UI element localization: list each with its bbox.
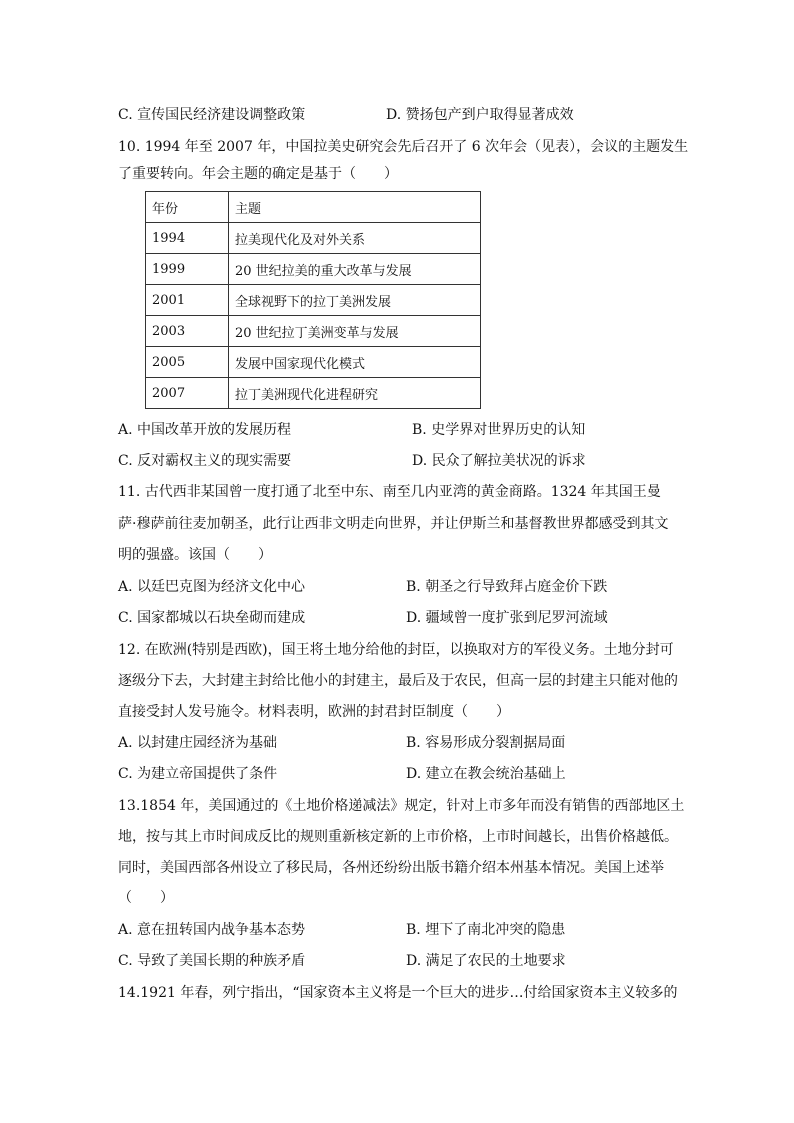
q9-option-c[interactable]: C. 宣传国民经济建设调整政策 <box>118 107 306 123</box>
q11-options-row-2 <box>118 608 678 628</box>
q12-option-c[interactable]: C. 为建立帝国提供了条件 <box>118 766 278 782</box>
table-header-row <box>146 192 481 223</box>
q11-stem-line-3: 明的强盛。该国（ ） <box>118 547 272 563</box>
q9-option-d[interactable]: D. 赞扬包产到户取得显著成效 <box>386 107 574 123</box>
q10-options-row-2 <box>118 451 678 471</box>
q10-stem-line-2: 了重要转向。年会主题的确定是基于（ ） <box>118 166 398 182</box>
q11-stem-line-2: 萨·穆萨前往麦加朝圣，此行让西非文明走向世界，并让伊斯兰和基督教世界都感受到其文 <box>118 516 669 532</box>
table-cell-year: 2005 <box>146 347 229 378</box>
q13-stem-line-3: 同时，美国西部各州设立了移民局，各州还纷纷出版书籍介绍本州基本情况。美国上述举 <box>118 860 664 876</box>
table-cell-theme: 20 世纪拉丁美洲变革与发展 <box>229 316 481 347</box>
q13-option-c[interactable]: C. 导致了美国长期的种族矛盾 <box>118 953 306 969</box>
q11-option-d[interactable]: D. 疆域曾一度扩张到尼罗河流域 <box>406 610 608 626</box>
table-cell-theme: 拉美现代化及对外关系 <box>229 223 481 254</box>
q10-option-d[interactable]: D. 民众了解拉美状况的诉求 <box>412 453 586 469</box>
q13-stem-line-1: 13.1854 年，美国通过的《土地价格递减法》规定，针对上市多年而没有销售的西部地区土 <box>118 798 685 814</box>
table-row <box>146 347 481 378</box>
q12-options-row-1 <box>118 733 678 753</box>
q13-stem-line-2: 地，按与其上市时间成反比的规则重新核定新的上市价格，上市时间越长，出售价格越低。 <box>118 829 678 845</box>
table-row <box>146 316 481 347</box>
table-row <box>146 378 481 409</box>
q10-option-c[interactable]: C. 反对霸权主义的现实需要 <box>118 453 292 469</box>
q13-option-d[interactable]: D. 满足了农民的土地要求 <box>406 953 566 969</box>
q11-option-c[interactable]: C. 国家都城以石块垒砌而建成 <box>118 610 306 626</box>
q10-stem-line-1: 10. 1994 年至 2007 年，中国拉美史研究会先后召开了 6 次年会（见表），会议的主题发生 <box>118 139 689 155</box>
q13-stem-line-4: （ ） <box>118 890 174 906</box>
q12-option-d[interactable]: D. 建立在教会统治基础上 <box>406 766 566 782</box>
q10-options-row-1 <box>118 420 678 440</box>
q12-stem-line-2: 逐级分下去，大封建主封给比他小的封建主，最后及于农民，但高一层的封建主只能对他的 <box>118 673 678 689</box>
table-cell-year: 2007 <box>146 378 229 409</box>
q12-stem-line-3: 直接受封人发号施令。材料表明，欧洲的封君封臣制度（ ） <box>118 704 510 720</box>
q10-table <box>145 191 481 409</box>
table-cell-theme: 发展中国家现代化模式 <box>229 347 481 378</box>
q11-option-a[interactable]: A. 以廷巴克图为经济文化中心 <box>118 579 306 595</box>
table-cell-year: 1994 <box>146 223 229 254</box>
q13-options-row-2 <box>118 951 678 971</box>
q12-options-row-2 <box>118 764 678 784</box>
table-cell-year: 1999 <box>146 254 229 285</box>
q12-stem-line-1: 12. 在欧洲(特别是西欧)，国王将土地分给他的封臣，以换取对方的军役义务。土地分封可 <box>118 642 674 658</box>
table-row <box>146 254 481 285</box>
q13-option-a[interactable]: A. 意在扭转国内战争基本态势 <box>118 922 306 938</box>
q10-option-a[interactable]: A. 中国改革开放的发展历程 <box>118 422 292 438</box>
table-cell-theme: 20 世纪拉美的重大改革与发展 <box>229 254 481 285</box>
table-row <box>146 285 481 316</box>
q14-stem-line-1: 14.1921 年春，列宁指出，“国家资本主义将是一个巨大的进步…付给国家资本主义较多的 <box>118 985 678 1001</box>
table-cell-year: 2001 <box>146 285 229 316</box>
q12-option-b[interactable]: B. 容易形成分裂割据局面 <box>406 735 566 751</box>
q13-option-b[interactable]: B. 埋下了南北冲突的隐患 <box>406 922 566 938</box>
table-row <box>146 223 481 254</box>
table-header-theme: 主题 <box>229 192 481 223</box>
q11-stem-line-1: 11. 古代西非某国曾一度打通了北至中东、南至几内亚湾的黄金商路。1324 年其国王曼 <box>118 484 661 500</box>
q13-options-row-1 <box>118 920 678 940</box>
table-cell-theme: 全球视野下的拉丁美洲发展 <box>229 285 481 316</box>
table-cell-theme: 拉丁美洲现代化进程研究 <box>229 378 481 409</box>
q9-options-row <box>118 105 678 125</box>
q10-option-b[interactable]: B. 史学界对世界历史的认知 <box>412 422 586 438</box>
q11-option-b[interactable]: B. 朝圣之行导致拜占庭金价下跌 <box>406 579 608 595</box>
q11-options-row-1 <box>118 577 678 597</box>
q12-option-a[interactable]: A. 以封建庄园经济为基础 <box>118 735 278 751</box>
table-cell-year: 2003 <box>146 316 229 347</box>
table-header-year: 年份 <box>146 192 229 223</box>
